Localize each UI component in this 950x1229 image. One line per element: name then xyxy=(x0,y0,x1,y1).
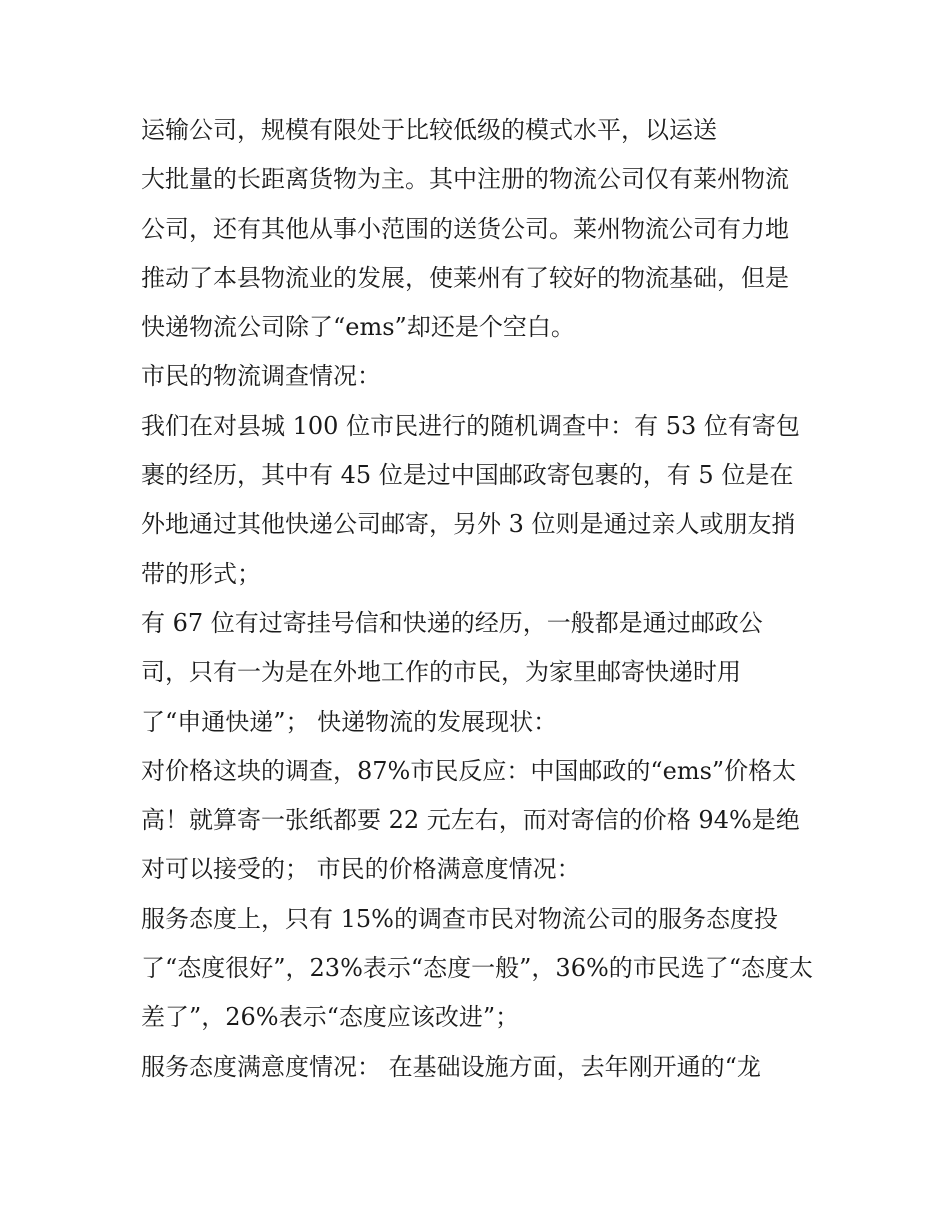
text-line: 有 67 位有过寄挂号信和快递的经历，一般都是通过邮政公 xyxy=(141,608,763,637)
text-line: 了“申通快递”； 快递物流的发展现状： xyxy=(141,707,558,736)
text-line: 服务态度满意度情况： 在基础设施方面，去年刚开通的“龙 xyxy=(141,1052,761,1081)
text-line: 对可以接受的； 市民的价格满意度情况： xyxy=(141,855,581,884)
body-text xyxy=(141,106,821,1092)
text-line: 推动了本县物流业的发展，使莱州有了较好的物流基础，但是 xyxy=(141,263,789,292)
section-heading: 市民的物流调查情况： xyxy=(141,362,381,391)
text-line: 公司，还有其他从事小范围的送货公司。莱州物流公司有力地 xyxy=(141,214,789,243)
text-line: 高！就算寄一张纸都要 22 元左右，而对寄信的价格 94%是绝 xyxy=(141,806,800,835)
text-line: 快递物流公司除了“ems”却还是个空白。 xyxy=(141,313,575,342)
text-line: 我们在对县城 100 位市民进行的随机调查中：有 53 位有寄包 xyxy=(141,411,800,440)
text-line: 裹的经历，其中有 45 位是过中国邮政寄包裹的，有 5 位是在 xyxy=(141,461,794,490)
text-line: 大批量的长距离货物为主。其中注册的物流公司仅有莱州物流 xyxy=(141,165,789,194)
text-line: 外地通过其他快递公司邮寄，另外 3 位则是通过亲人或朋友捎 xyxy=(141,510,796,539)
text-line: 差了”，26%表示“态度应该改进”； xyxy=(141,1003,520,1032)
text-line: 司，只有一为是在外地工作的市民，为家里邮寄快递时用 xyxy=(141,658,741,687)
text-line: 带的形式； xyxy=(141,559,261,588)
text-line: 了“态度很好”，23%表示“态度一般”，36%的市民选了“态度太 xyxy=(141,954,814,983)
text-line: 服务态度上，只有 15%的调查市民对物流公司的服务态度投 xyxy=(141,904,778,933)
text-line: 运输公司，规模有限处于比较低级的模式水平，以运送 xyxy=(141,116,717,144)
text-line: 对价格这块的调查，87%市民反应：中国邮政的“ems”价格太 xyxy=(141,756,797,785)
